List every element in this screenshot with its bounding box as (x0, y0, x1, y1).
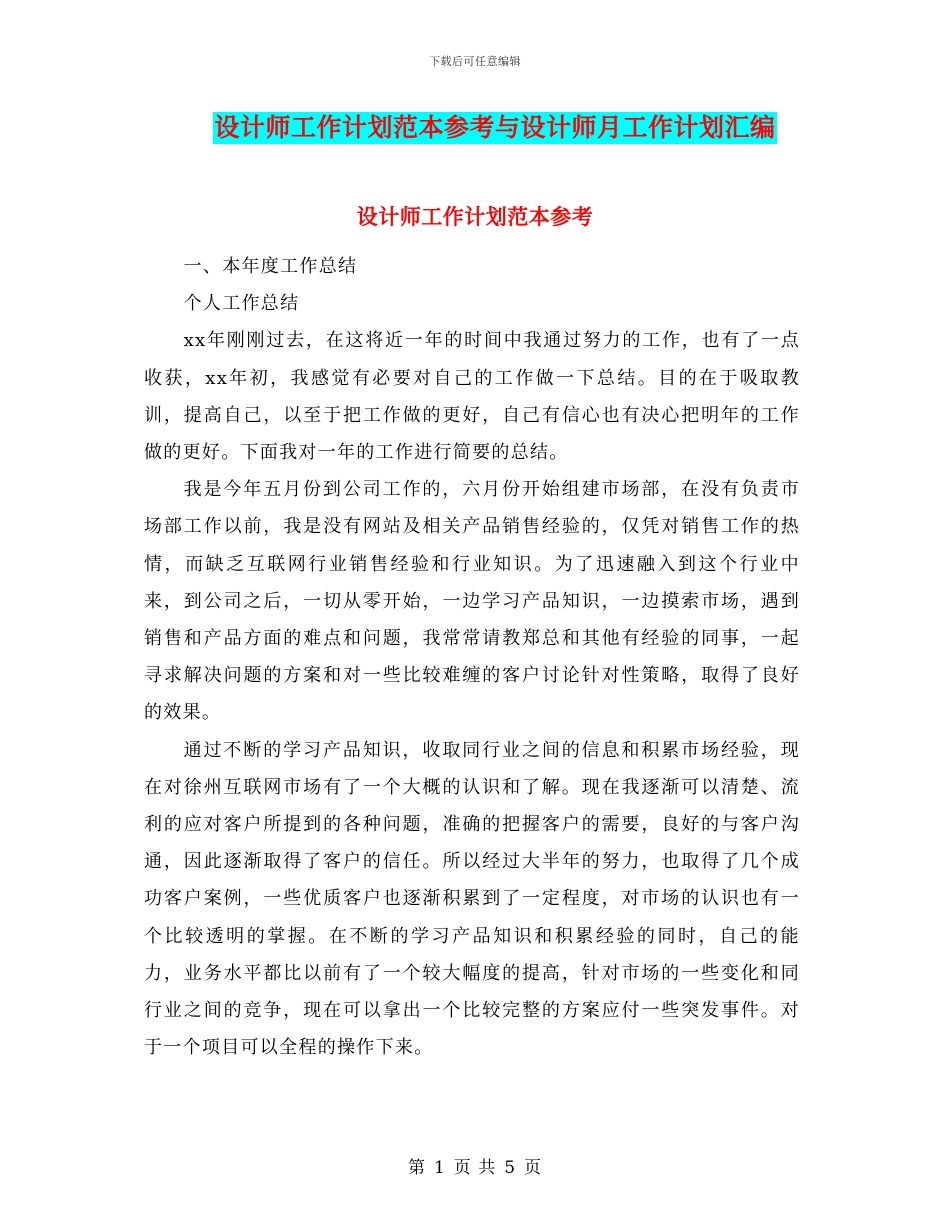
paragraph-1: xx年刚刚过去，在这将近一年的时间中我通过努力的工作，也有了一点收获，xx年初，我感觉有必要对自己的工作做一下总结。目的在于吸取教训，提高自己，以至于把工作做的更好，自己有信心也有决心把明年的工作做的更好。下面我对一年的工作进行简要的总结。 (144, 330, 800, 464)
document-body (144, 248, 800, 1066)
footer-page-number: 1 (433, 1158, 446, 1178)
footer-middle: 页 共 (453, 1158, 497, 1178)
paragraph-3: 通过不断的学习产品知识，收取同行业之间的信息和积累市场经验，现在对徐州互联网市场有了一个大概的认识和了解。现在我逐渐可以清楚、流利的应对客户所提到的各种问题，准确的把握客户的需要，良好的与客户沟通，因此逐渐取得了客户的信任。所以经过大半年的努力，也取得了几个成功客户案例，一些优质客户也逐渐积累到了一定程度，对市场的认识也有一个比较透明的掌握。在不断的学习产品知识和积累经验的同时，自己的能力，业务水平都比以前有了一个较大幅度的提高，针对市场的一些变化和同行业之间的竞争，现在可以拿出一个比较完整的方案应付一些突发事件。对于一个项目可以全程的操作下来。 (144, 739, 800, 1059)
section-heading: 一、本年度工作总结 (183, 256, 358, 277)
footer-prefix: 第 (407, 1158, 426, 1178)
sub-title: 设计师工作计划范本参考 (356, 204, 594, 229)
page-header-note: 下载后可任意编辑 (429, 55, 521, 68)
footer-total-pages: 5 (504, 1158, 517, 1178)
page-footer (0, 1153, 950, 1178)
main-title-container (0, 112, 950, 144)
main-title: 设计师工作计划范本参考与设计师月工作计划汇编 (214, 113, 776, 142)
subsection-heading: 个人工作总结 (183, 293, 300, 315)
paragraph-2: 我是今年五月份到公司工作的，六月份开始组建市场部，在没有负责市场部工作以前，我是没有网站及相关产品销售经验的，仅凭对销售工作的热情，而缺乏互联网行业销售经验和行业知识。为了迅速融入到这个行业中来，到公司之后，一切从零开始，一边学习产品知识，一边摸索市场，遇到销售和产品方面的难点和问题，我常常请教郑总和其他有经验的同事，一起寻求解决问题的方案和对一些比较难缠的客户讨论针对性策略，取得了良好的效果。 (144, 479, 800, 724)
footer-suffix: 页 (524, 1158, 543, 1178)
